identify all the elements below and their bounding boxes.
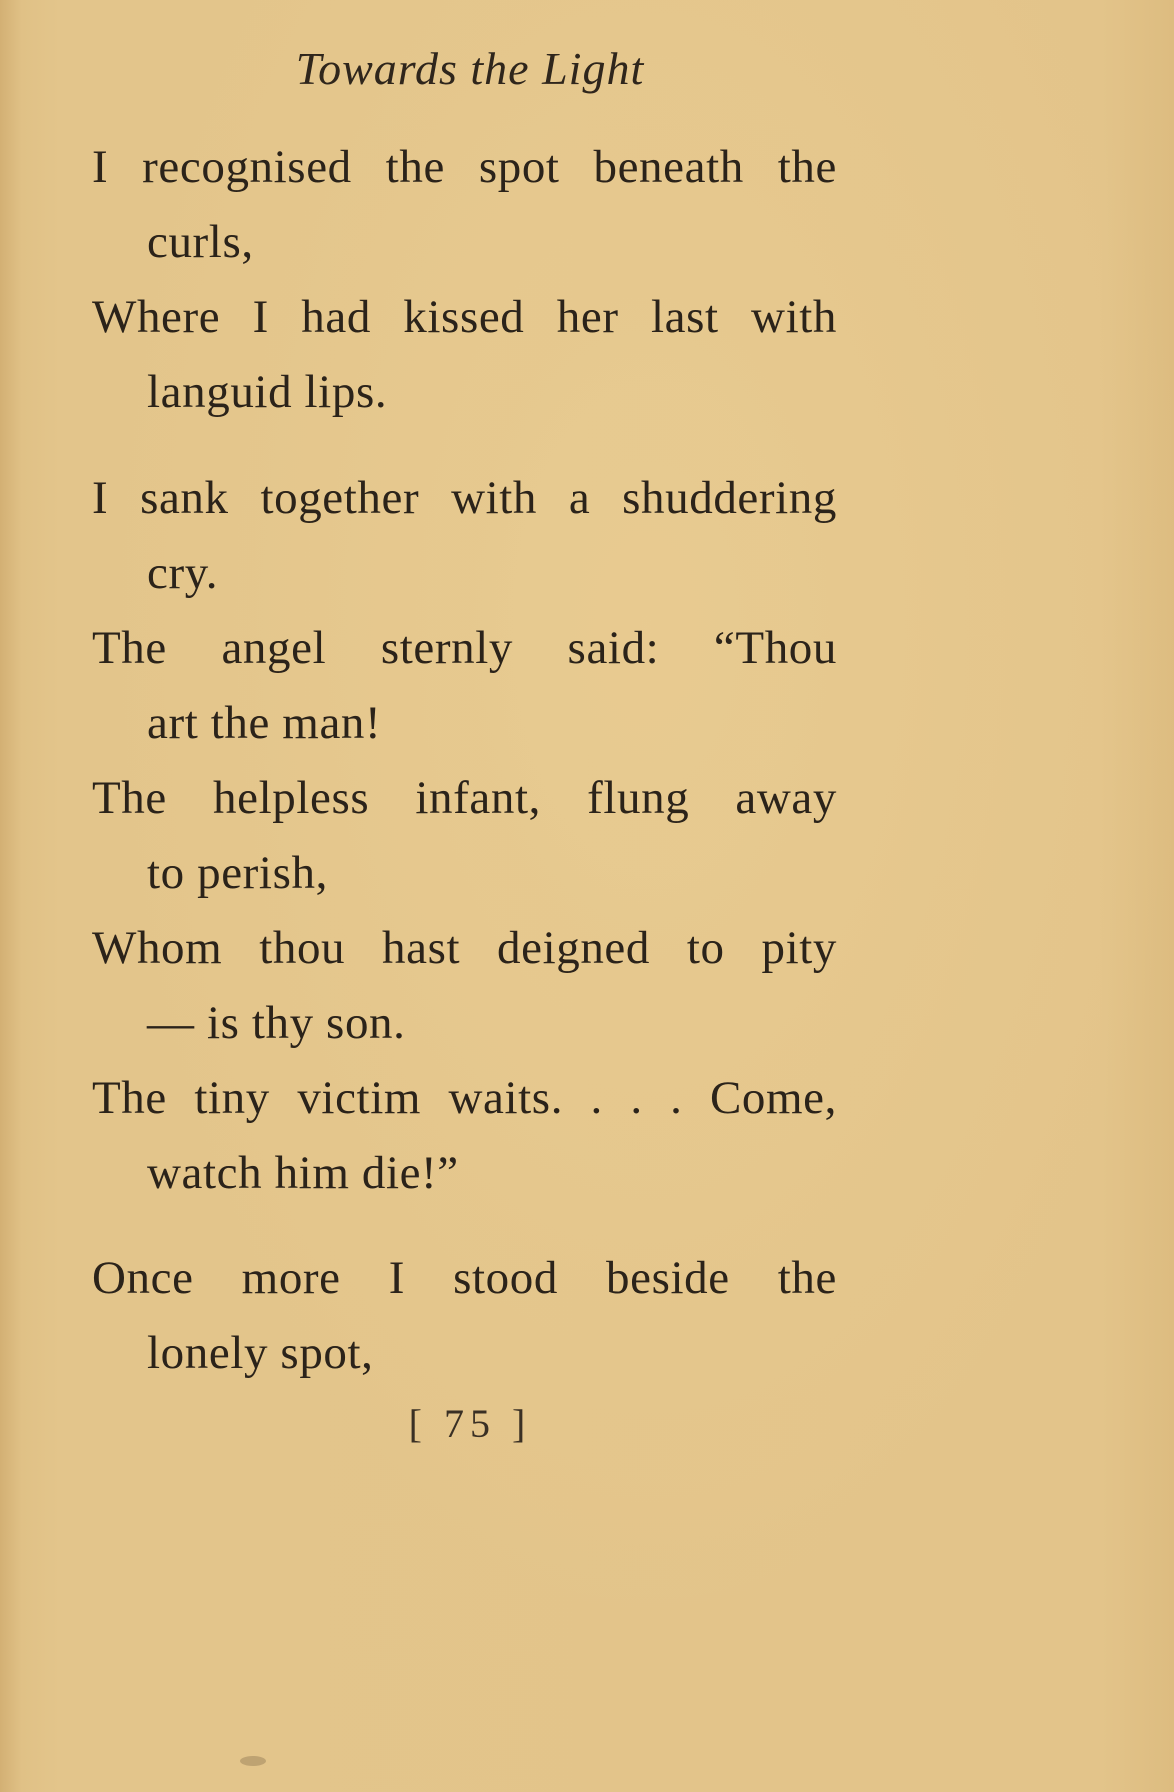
verse-line: Whom thou hast deigned to pity (92, 922, 837, 974)
verse-line: The angel sternly said: “Thou (92, 622, 837, 674)
stanza-2 (92, 461, 837, 1211)
stanza-1 (92, 130, 837, 430)
verse-line: Once more I stood beside the (92, 1252, 837, 1304)
verse-line: The tiny victim waits. . . . Come, (92, 1072, 837, 1124)
page-number: [ 75 ] (408, 1401, 532, 1446)
verse-line-continuation: cry. (147, 547, 219, 599)
verse-line: I recognised the spot beneath the (92, 141, 837, 193)
stanza-3 (92, 1241, 837, 1391)
paper-speck (240, 1756, 266, 1766)
verse-line-continuation: to perish, (147, 847, 328, 899)
verse-line: The helpless infant, flung away (92, 772, 837, 824)
running-head: Towards the Light (295, 43, 645, 94)
verse-line-continuation: art the man! (147, 697, 382, 749)
verse-line-continuation: watch him die!” (147, 1147, 459, 1199)
verse-line: Where I had kissed her last with (92, 291, 837, 343)
verse-line-continuation: — is thy son. (147, 997, 406, 1049)
verse-line: I sank together with a shuddering (92, 472, 837, 524)
verse-line-continuation: lonely spot, (147, 1327, 374, 1379)
verse-line-continuation: languid lips. (147, 366, 388, 418)
verse-line-continuation: curls, (147, 216, 254, 268)
